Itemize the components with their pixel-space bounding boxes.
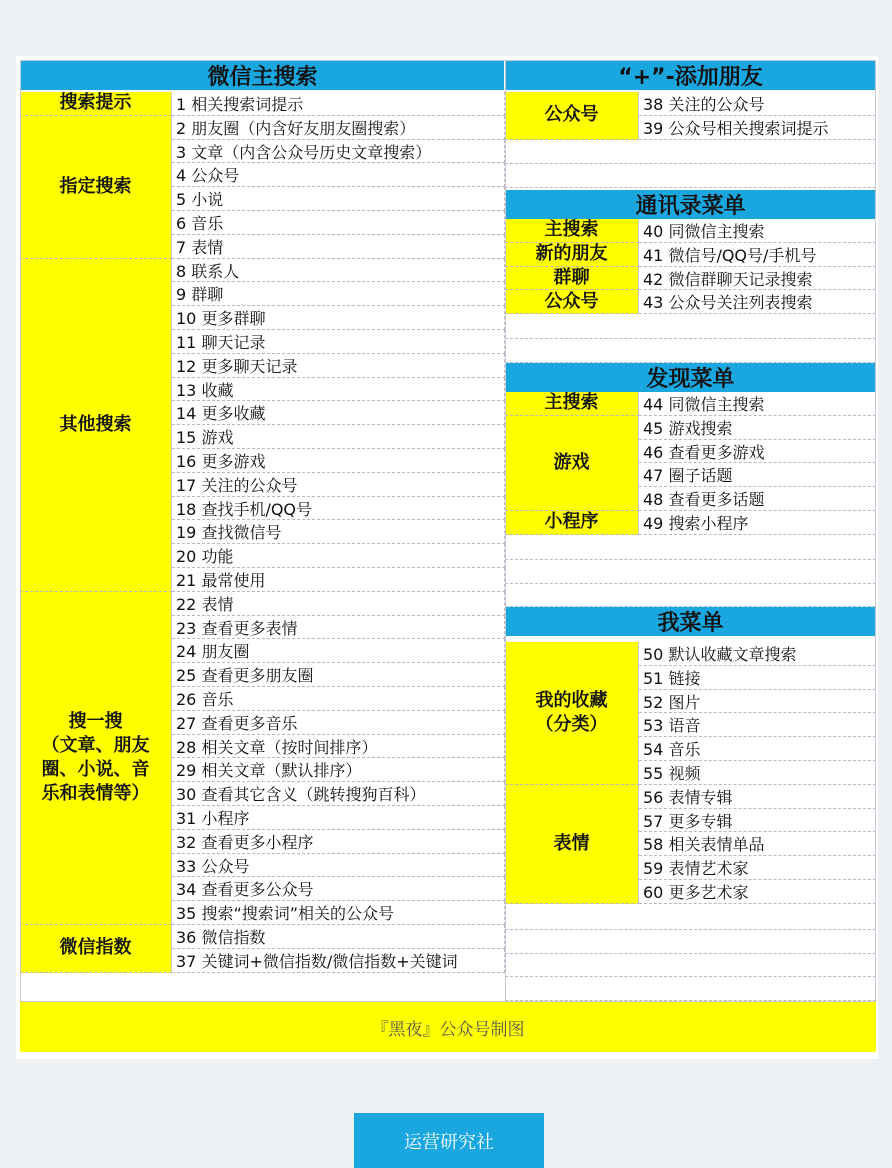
left-item: 30 查看其它含义（跳转搜狗百科） bbox=[172, 782, 505, 806]
left-item: 36 微信指数 bbox=[172, 925, 505, 949]
left-item: 22 表情 bbox=[172, 592, 505, 616]
left-item: 14 更多收藏 bbox=[172, 401, 505, 425]
left-item: 7 表情 bbox=[172, 235, 505, 259]
me-item: 56 表情专辑 bbox=[639, 785, 876, 809]
left-group-label: 微信指数 bbox=[20, 925, 172, 973]
left-item: 35 搜索“搜索词”相关的公众号 bbox=[172, 901, 505, 925]
me-item: 50 默认收藏文章搜索 bbox=[639, 642, 876, 666]
me-item: 59 表情艺术家 bbox=[639, 856, 876, 880]
me-group-label: 表情 bbox=[505, 785, 639, 904]
discover-item: 45 游戏搜索 bbox=[639, 416, 876, 440]
left-group-label: 搜索提示 bbox=[20, 92, 172, 116]
left-group-label: 搜一搜 （文章、朋友 圈、小说、音 乐和表情等） bbox=[20, 592, 172, 925]
me-item: 55 视频 bbox=[639, 761, 876, 785]
me-item: 58 相关表情单品 bbox=[639, 832, 876, 856]
me-group-label: 我的收藏 （分类） bbox=[505, 642, 639, 785]
discover-item: 48 查看更多话题 bbox=[639, 487, 876, 511]
add_friend-item: 39 公众号相关搜索词提示 bbox=[639, 116, 876, 140]
left-item: 1 相关搜索词提示 bbox=[172, 92, 505, 116]
left-item: 29 相关文章（默认排序） bbox=[172, 758, 505, 782]
left-item: 34 查看更多公众号 bbox=[172, 877, 505, 901]
left-item: 37 关键词+微信指数/微信指数+关键词 bbox=[172, 949, 505, 973]
add_friend-group-label: 公众号 bbox=[505, 92, 639, 140]
left-item: 27 查看更多音乐 bbox=[172, 711, 505, 735]
header-main-search: 微信主搜索 bbox=[20, 60, 505, 91]
discover-item: 49 搜索小程序 bbox=[639, 511, 876, 535]
header-discover: 发现菜单 bbox=[505, 362, 876, 393]
left-item: 26 音乐 bbox=[172, 687, 505, 711]
me-item: 57 更多专辑 bbox=[639, 809, 876, 833]
contacts-group-label: 群聊 bbox=[505, 267, 639, 291]
contacts-item: 42 微信群聊天记录搜索 bbox=[639, 267, 876, 291]
left-item: 3 文章（内含公众号历史文章搜索） bbox=[172, 140, 505, 164]
me-item: 60 更多艺术家 bbox=[639, 880, 876, 904]
header-add_friend: “+”-添加朋友 bbox=[505, 60, 876, 91]
left-item: 31 小程序 bbox=[172, 806, 505, 830]
left-item: 4 公众号 bbox=[172, 163, 505, 187]
left-item: 5 小说 bbox=[172, 187, 505, 211]
left-item: 9 群聊 bbox=[172, 282, 505, 306]
left-item: 33 公众号 bbox=[172, 854, 505, 878]
header-contacts: 通讯录菜单 bbox=[505, 189, 876, 220]
discover-group-label: 小程序 bbox=[505, 511, 639, 535]
contacts-group-label: 新的朋友 bbox=[505, 243, 639, 267]
left-item: 15 游戏 bbox=[172, 425, 505, 449]
left-item: 13 收藏 bbox=[172, 378, 505, 402]
left-item: 17 关注的公众号 bbox=[172, 473, 505, 497]
me-item: 51 链接 bbox=[639, 666, 876, 690]
chart-sheet bbox=[16, 56, 878, 1059]
me-item: 54 音乐 bbox=[639, 737, 876, 761]
contacts-item: 41 微信号/QQ号/手机号 bbox=[639, 243, 876, 267]
discover-group-label: 主搜索 bbox=[505, 392, 639, 416]
left-item: 19 查找微信号 bbox=[172, 520, 505, 544]
left-item: 11 聊天记录 bbox=[172, 330, 505, 354]
left-item: 16 更多游戏 bbox=[172, 449, 505, 473]
discover-item: 46 查看更多游戏 bbox=[639, 440, 876, 464]
left-item: 32 查看更多小程序 bbox=[172, 830, 505, 854]
left-item: 23 查看更多表情 bbox=[172, 616, 505, 640]
left-item: 28 相关文章（按时间排序） bbox=[172, 735, 505, 759]
left-item: 21 最常使用 bbox=[172, 568, 505, 592]
header-me: 我菜单 bbox=[505, 606, 876, 637]
discover-group-label: 游戏 bbox=[505, 416, 639, 511]
me-item: 53 语音 bbox=[639, 713, 876, 737]
left-item: 24 朋友圈 bbox=[172, 639, 505, 663]
me-item: 52 图片 bbox=[639, 690, 876, 714]
left-item: 10 更多群聊 bbox=[172, 306, 505, 330]
left-item: 2 朋友圈（内含好友朋友圈搜索） bbox=[172, 116, 505, 140]
contacts-group-label: 主搜索 bbox=[505, 219, 639, 243]
contacts-item: 40 同微信主搜索 bbox=[639, 219, 876, 243]
bottom-button[interactable]: 运营研究社 bbox=[354, 1113, 544, 1168]
left-group-label: 指定搜索 bbox=[20, 116, 172, 259]
left-item: 20 功能 bbox=[172, 544, 505, 568]
add_friend-item: 38 关注的公众号 bbox=[639, 92, 876, 116]
left-item: 18 查找手机/QQ号 bbox=[172, 497, 505, 521]
left-item: 25 查看更多朋友圈 bbox=[172, 663, 505, 687]
discover-item: 44 同微信主搜索 bbox=[639, 392, 876, 416]
contacts-group-label: 公众号 bbox=[505, 290, 639, 314]
left-group-label: 其他搜索 bbox=[20, 259, 172, 592]
contacts-item: 43 公众号关注列表搜索 bbox=[639, 290, 876, 314]
left-item: 8 联系人 bbox=[172, 259, 505, 283]
footer-bar: 『黑夜』公众号制图 bbox=[20, 1002, 876, 1052]
left-item: 6 音乐 bbox=[172, 211, 505, 235]
discover-item: 47 圈子话题 bbox=[639, 463, 876, 487]
left-item: 12 更多聊天记录 bbox=[172, 354, 505, 378]
